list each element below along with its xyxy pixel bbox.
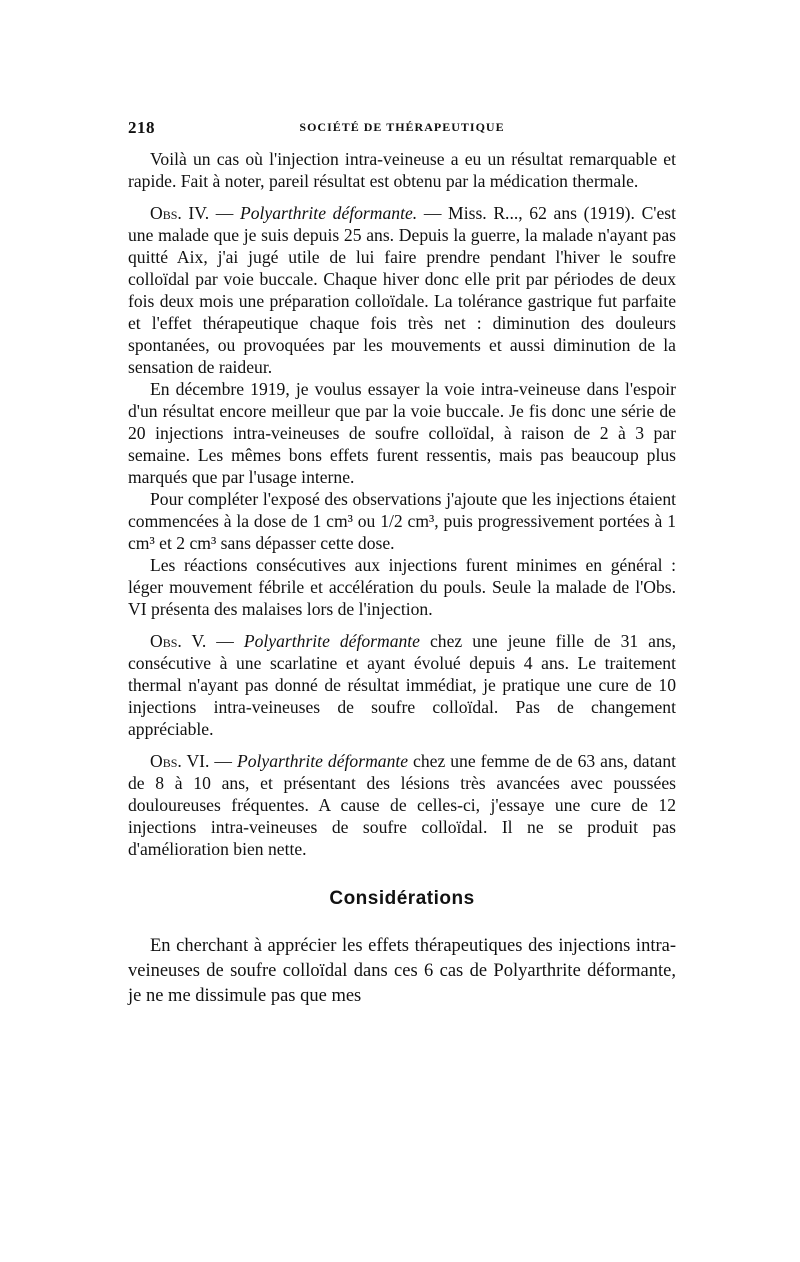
observation-6 [128, 750, 676, 860]
obs-5-body: chez une jeune fille de 31 ans, consécutive à une scarlatine et ayant évolué depuis 4 ans. Le traitement thermal n'ayant pas donné de résultat immédiat, je pratique une cure de 10 injections intra-veineuses de soufre colloïdal. Pas de changement appréciable. [128, 631, 677, 739]
obs-4-title: Polyarthrite déformante. [240, 203, 418, 223]
observation-4 [128, 202, 676, 378]
obs-6-body: chez une femme de de 63 ans, datant de 8 à 10 ans, et présentant des lésions très avancées avec poussées douloureuses fréquentes. A cause de celles-ci, j'essaye une cure de 12 injections intra-veineuses de soufre colloïdal. Il ne se produit pas d'amélioration bien nette. [128, 751, 676, 859]
section-title: Considérations [329, 888, 475, 909]
obs-4-label: Obs. IV. [150, 203, 210, 223]
obs-6-title: Polyarthrite déformante [236, 751, 409, 771]
section-lead-paragraph: En cherchant à apprécier les effets thérapeutiques des injections intra-veineuses de soufre colloïdal dans ces 6 cas de Polyarthrite déformante, je ne me dissimule pas que mes [128, 936, 676, 1006]
obs-6-separator: — [209, 751, 237, 771]
obs-5-separator: — [206, 631, 244, 651]
obs-5-title: Polyarthrite déformante [243, 631, 420, 651]
obs-4-body: — Miss. R..., 62 ans (1919). C'est une malade que je suis depuis 25 ans. Depuis la guerre, la malade n'ayant pas quitté Aix, j'ai jugé utile de lui faire prendre pendant l'hiver le soufre colloïdal par voie buccale. Chaque hiver donc elle prit par périodes de deux fois deux mois une préparation colloïdale. La tolérance gastrique fut parfaite et l'effet thérapeutique chaque fois très net : diminution des douleurs spontanées, ou provoquées par les mouvements et aussi diminution de la sensation de raideur. [128, 203, 677, 377]
paragraph-reactions: Les réactions consécutives aux injections furent minimes en général : léger mouvement fébrile et accélération du pouls. Seule la malade de l'Obs. VI présenta des malaises lors de l'injection. [128, 555, 676, 619]
paragraph-intro: Voilà un cas où l'injection intra-veineuse a eu un résultat remarquable et rapide. Fait à noter, pareil résultat est obtenu par la médication thermale. [128, 149, 676, 191]
running-title: SOCIÉTÉ DE THÉRAPEUTIQUE [299, 120, 505, 134]
obs-4-separator: — [209, 203, 240, 223]
paragraph-doses: Pour compléter l'exposé des observations j'ajoute que les injections étaient commencées à la dose de 1 cm³ ou 1/2 cm³, puis progressivement portées à 1 cm³ et 2 cm³ sans dépasser cette dose. [128, 489, 676, 553]
body-text [128, 148, 676, 1009]
page-number: 218 [128, 118, 155, 137]
observation-5 [128, 630, 676, 740]
page-header [128, 118, 676, 140]
paragraph-december-1919: En décembre 1919, je voulus essayer la voie intra-veineuse dans l'espoir d'un résultat encore meilleur que par la voie buccale. Je fis donc une série de 20 injections intra-veineuses de soufre colloïdal, à raison de 2 à 3 par semaine. Les mêmes bons effets furent ressentis, mais pas beaucoup plus marqués que par l'usage interne. [128, 379, 676, 487]
obs-6-label: Obs. VI. [150, 751, 210, 771]
obs-5-label: Obs. V. [150, 631, 207, 651]
